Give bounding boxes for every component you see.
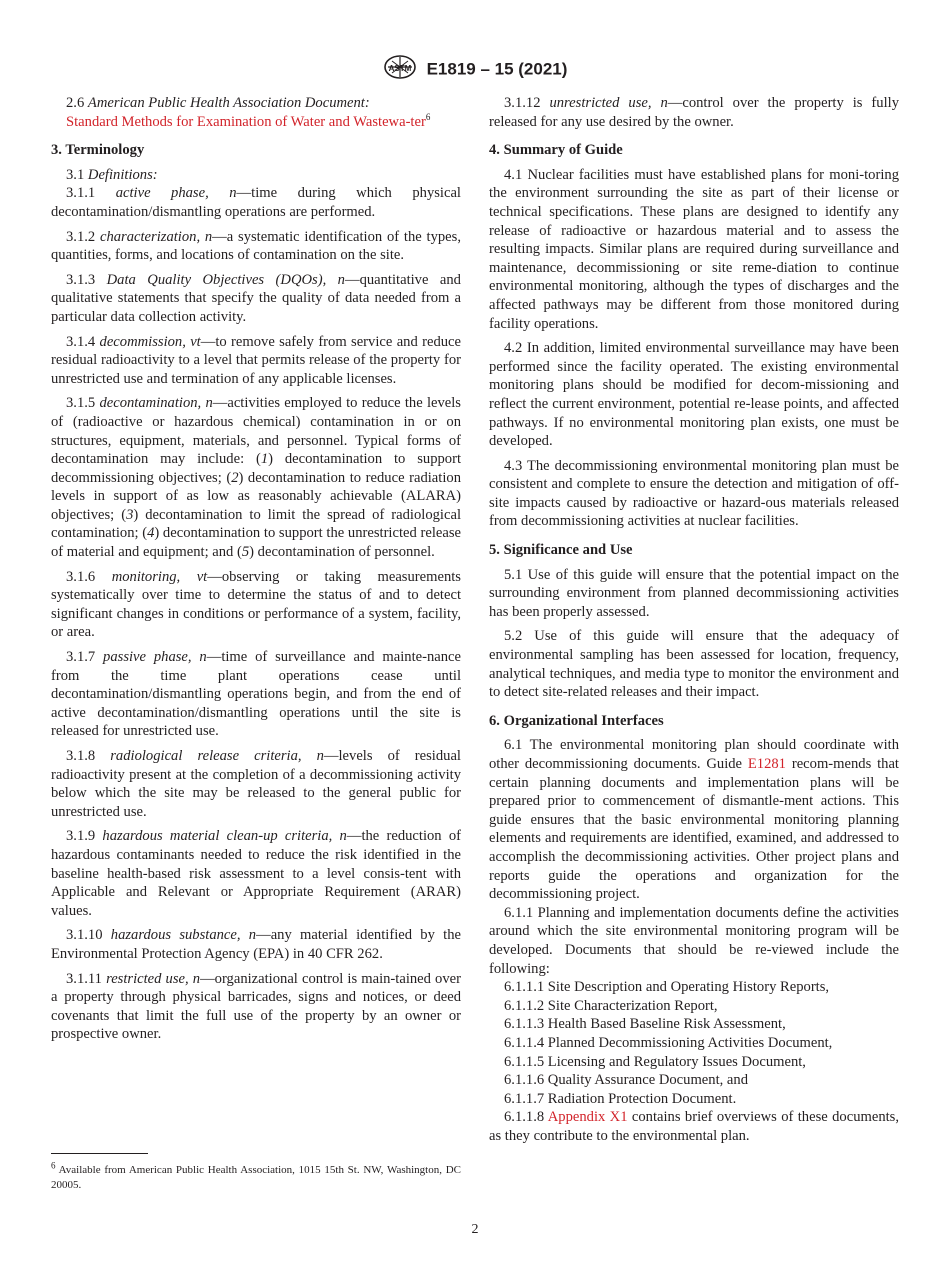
list-item: 6.1.1.1 Site Description and Operating History Reports, <box>504 979 830 996</box>
definitions-label: 3.1 Definitions: <box>66 166 158 183</box>
term-3-1-6: 3.1.6 monitoring, vt—observing or taking measurements systematically over time to determine the status of and to detect significant changes in conditions or performance of a system, facility, or area. <box>51 568 461 641</box>
para-4-1: 4.1 Nuclear facilities must have established plans for moni-toring the environment surrounding the site as part of their license or technical specifications. These plans are designed to identify any release of radioactive or hazardous material and to assess the resulting impacts. Similar plans are required during surveillance and maintenance, decommissioning or site reme-diation to continue environmental monitoring, although the types of discharges and the affected pathways may be different from those monitored during facility operations. <box>489 166 899 332</box>
term-3-1-3: 3.1.3 Data Quality Objectives (DQOs), n—quantitative and qualitative statements that specify the quality of data needed from a particular data collection activity. <box>51 271 461 325</box>
list-item: 6.1.1.3 Health Based Baseline Risk Assessment, <box>504 1016 786 1033</box>
astm-logo-icon <box>383 54 417 85</box>
term-3-1-9: 3.1.9 hazardous material clean-up criteria, n—the reduction of hazardous contaminants needed to reduce the risk identified in the baseline health-based risk assessment to a level consis-tent with Applicable and Relevant or Appropriate Requirement (ARAR) values. <box>51 828 461 919</box>
list-item: 6.1.1.7 Radiation Protection Document. <box>504 1090 737 1107</box>
heading-organizational-interfaces: 6. Organizational Interfaces <box>489 712 664 729</box>
para-5-2: 5.2 Use of this guide will ensure that the adequacy of environmental sampling has been assessed for location, frequency, analytical techniques, and media type to monitor the environment and to detect site-related releases and their impact. <box>489 628 899 701</box>
e1281-link[interactable]: E1281 <box>747 756 786 772</box>
list-item: 6.1.1.4 Planned Decommissioning Activities Document, <box>504 1034 833 1051</box>
standard-methods-link[interactable]: Standard Methods for Examination of Water and Wastewa-ter <box>66 113 426 130</box>
list-item: 6.1.1.2 Site Characterization Report, <box>504 997 718 1014</box>
section-2-6-link-para <box>51 113 461 132</box>
term-3-1-10: 3.1.10 hazardous substance, n—any material identified by the Environmental Protection Agency (EPA) in 40 CFR 262. <box>51 927 461 962</box>
para-6-1-1: 6.1.1 Planning and implementation documents define the activities around which the site environmental monitoring program will be developed. Documents that should be re-viewed include the following: <box>489 904 899 977</box>
para-6-1-1-8: 6.1.1.8 Appendix X1 contains brief overviews of these documents, as they contribute to the environmental plan. <box>489 1109 900 1144</box>
footnote: $^6$ Available from American Public Health Association, 1015 15th St. NW, Washington, DC 20005. <box>51 1160 461 1191</box>
term-3-1-2: 3.1.2 characterization, n—a systematic identification of the types, quantities, forms, and locations of contamination on the site. <box>51 228 461 264</box>
term-3-1-5: 3.1.5 decontamination, n—activities employed to reduce the levels of (radioactive or hazardous chemical) contamination in or on structures, equipment, materials, and personnel. Typical forms of decontamination may include: (1) decontamination to support decommissioning objectives; (2) decontamination to reduce radiation levels in support of as low as reasonably achievable (ALARA) objectives; (3) decontamination to limit the spread of radiological contamination; (4) decontamination to support the unrestricted release of material and equipment; and (5) decontamination of personnel. <box>51 395 462 561</box>
appendix-x1-link[interactable]: Appendix X1 <box>547 1109 628 1126</box>
para-4-3: 4.3 The decommissioning environmental monitoring plan must be consistent and complete to ensure the detection and mitigation of off-site impacts caused by radioactive or hazard-ous materials released from decommissioning activities at nuclear facilities. <box>489 457 899 530</box>
footnote-mark: 6 <box>51 1160 56 1171</box>
term-3-1-7: 3.1.7 passive phase, n—time of surveillance and mainte-nance from the time plant operations cease until decontamination/dismantling operations begin, and from the end of active decontamination/dismantling operations until the site is released for unrestricted use. <box>51 649 461 740</box>
term-3-1-4: 3.1.4 decommission, vt—to remove safely from service and reduce residual radioactivity to a level that permits release of the property for unrestricted use and termination of any applicable licenses. <box>51 333 461 387</box>
list-item: 6.1.1.6 Quality Assurance Document, and <box>504 1072 748 1089</box>
heading-significance-and-use: 5. Significance and Use <box>489 542 633 559</box>
page-number: 2 <box>471 1222 479 1237</box>
heading-terminology: 3. Terminology <box>51 142 145 159</box>
para-5-1: 5.1 Use of this guide will ensure that the potential impact on the surrounding environment from planned decommissioning activities has been properly assessed. <box>489 566 899 620</box>
term-3-1-12: 3.1.12 unrestricted use, n—control over the property is fully released for any use desired by the owner. <box>489 95 899 130</box>
right-column <box>489 94 899 1151</box>
term-3-1-11: 3.1.11 restricted use, n—organizational control is main-tained over a property through physical barricades, signs and notices, or deed covenants that limit the full use of the property by an owner or prospective owner. <box>51 970 461 1043</box>
standard-designation: E1819 – 15 (2021) <box>426 59 568 79</box>
list-item: 6.1.1.5 Licensing and Regulatory Issues Document, <box>504 1053 806 1070</box>
footnote-ref[interactable]: 6 <box>425 111 431 122</box>
page-header <box>0 54 950 85</box>
heading-summary-of-guide: 4. Summary of Guide <box>489 142 623 159</box>
para-6-1: 6.1 The environmental monitoring plan should coordinate with other decommissioning documents. Guide E1281 recom-mends that certain planning documents and implementation plans will be prepared prior to commencement of dismantle-ment actions. This guide ensures that the basic environmental monitoring planning elements and requirements are identified, examined, and addressed to accomplish the decommissioning activities. Other project plans and reports guide the operations and organization for the decommissioning project. <box>489 737 899 903</box>
document-list <box>489 978 899 1108</box>
svg-text:ASTM: ASTM <box>388 64 411 73</box>
left-column <box>51 94 461 1050</box>
para-4-2: 4.2 In addition, limited environmental surveillance may have been performed since the facility operated. The existing environmental monitoring plans should be modified for decom-missioning and reflect the current environment, potential re-lease points, and affected pathways. If no environmental monitoring plan exists, one must be developed. <box>489 340 899 450</box>
term-3-1-8: 3.1.8 radiological release criteria, n—levels of residual radioactivity present at the completion of a decommissioning activity below which the site may be released to the general public for unrestricted use. <box>51 748 461 820</box>
term-3-1-1: 3.1.1 active phase, n—time during which physical decontamination/dismantling operations are performed. <box>51 185 461 220</box>
section-2-6: 2.6 American Public Health Association Document: <box>66 95 370 111</box>
footnote-divider <box>51 1153 148 1154</box>
